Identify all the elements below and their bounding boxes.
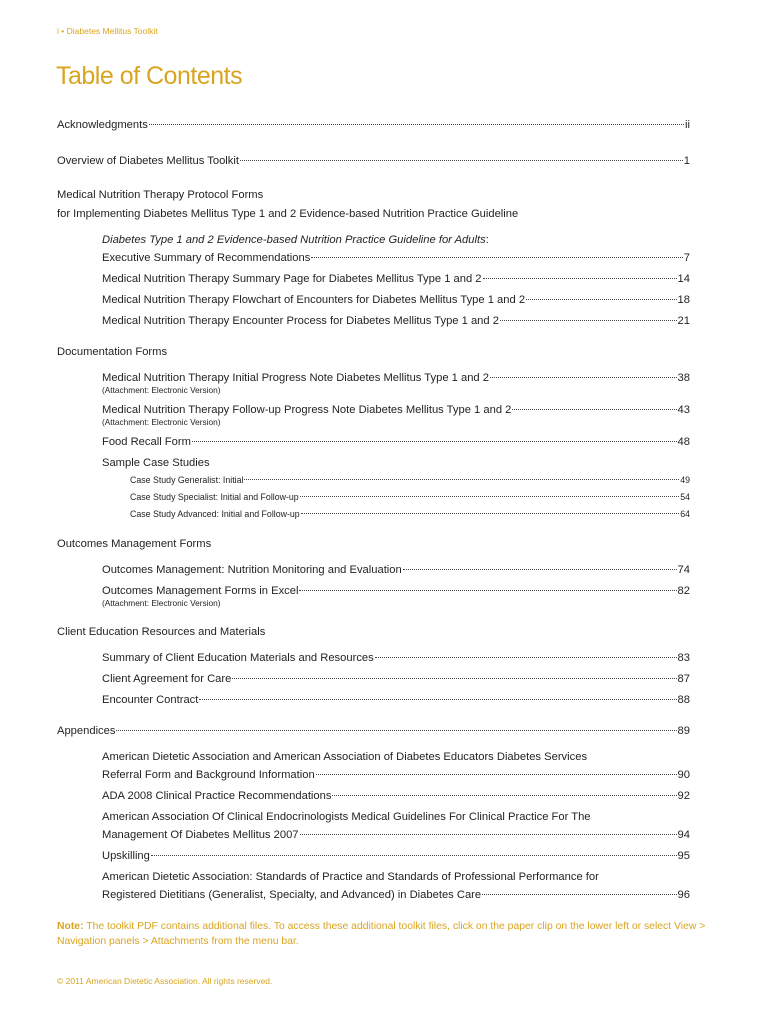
section-heading-client-education: Client Education Resources and Materials (57, 626, 266, 638)
toc-entry-case-specialist[interactable] (130, 491, 690, 503)
dot-leader (316, 774, 677, 775)
toc-entry-page: 14 (677, 273, 690, 285)
toc-entry-title: Client Agreement for Care (102, 673, 232, 685)
toc-entry-page: 83 (677, 652, 690, 664)
toc-entry-page: 54 (680, 492, 690, 502)
toc-entry-title: Outcomes Management Forms in Excel (102, 585, 299, 597)
toc-entry-page: 64 (680, 509, 690, 519)
toc-entry-page: 18 (677, 294, 690, 306)
dot-leader (512, 409, 676, 410)
copyright-footer: © 2011 American Dietetic Association. All rights reserved. (57, 976, 273, 986)
toc-entry-title: Registered Dietitians (Generalist, Specialty, and Advanced) in Diabetes Care (102, 889, 482, 901)
toc-entry-title: Encounter Contract (102, 694, 199, 706)
toc-entry-page: 38 (677, 372, 690, 384)
toc-entry-title: Referral Form and Background Information (102, 769, 315, 781)
toc-entry-title: Summary of Client Education Materials and Resources (102, 652, 374, 664)
toc-entry-case-advanced[interactable] (130, 508, 690, 520)
toc-entry-mnt-summary-page[interactable] (102, 272, 690, 287)
toc-entry-page: 94 (677, 829, 690, 841)
toc-entry-mnt-flowchart[interactable] (102, 293, 690, 308)
toc-entry-initial-progress-note[interactable] (102, 371, 690, 386)
section-heading-mnt-protocol: Medical Nutrition Therapy Protocol Forms (57, 189, 264, 201)
toc-entry-title: Case Study Generalist: Initial (130, 475, 244, 485)
dot-leader (244, 479, 679, 480)
dot-leader (116, 730, 676, 731)
header-separator: • (61, 26, 65, 36)
toc-entry-title: Case Study Specialist: Initial and Follow-up (130, 492, 299, 502)
toc-entry-title: Medical Nutrition Therapy Encounter Process for Diabetes Mellitus Type 1 and 2 (102, 315, 499, 327)
section-heading-outcomes: Outcomes Management Forms (57, 538, 212, 550)
appendix-entry-line1: American Association Of Clinical Endocrinologists Medical Guidelines For Clinical Practice For The (102, 811, 591, 823)
subheading-sample-case-studies: Sample Case Studies (102, 457, 210, 469)
dot-leader (232, 678, 676, 679)
dot-leader (332, 795, 676, 796)
toc-entry-page: 74 (677, 564, 690, 576)
toc-entry-title: Acknowledgments (57, 119, 148, 131)
toc-entry-diabetes-services-referral[interactable] (102, 768, 690, 783)
toc-entry-page: 89 (677, 725, 690, 737)
toc-entry-page: 92 (677, 790, 690, 802)
attachment-note: (Attachment: Electronic Version) (102, 417, 221, 427)
table-of-contents (57, 118, 690, 903)
toc-entry-page: 1 (683, 155, 690, 167)
attachment-note: (Attachment: Electronic Version) (102, 598, 221, 608)
guideline-subheading-colon: : (485, 234, 489, 246)
toc-entry-standards-of-practice[interactable] (102, 888, 690, 903)
toc-entry-case-generalist[interactable] (130, 474, 690, 486)
attachments-note (57, 919, 712, 949)
note-label: Note: (57, 921, 84, 932)
section-heading-mnt-protocol-line2: for Implementing Diabetes Mellitus Type 1 and 2 Evidence-based Nutrition Practice Guideline (57, 208, 519, 220)
dot-leader (199, 699, 676, 700)
running-header (57, 26, 158, 36)
toc-entry-client-agreement[interactable] (102, 672, 690, 687)
attachment-note: (Attachment: Electronic Version) (102, 385, 221, 395)
section-heading-documentation: Documentation Forms (57, 346, 168, 358)
toc-entry-page: 21 (677, 315, 690, 327)
toc-entry-title: Appendices (57, 725, 116, 737)
toc-entry-page: 96 (677, 889, 690, 901)
toc-entry-followup-progress-note[interactable] (102, 403, 690, 418)
toc-entry-encounter-contract[interactable] (102, 693, 690, 708)
toc-entry-food-recall-form[interactable] (102, 435, 690, 450)
page-title: Table of Contents (56, 62, 243, 90)
toc-entry-outcomes-excel[interactable] (102, 584, 690, 599)
toc-entry-title: ADA 2008 Clinical Practice Recommendations (102, 790, 332, 802)
toc-entry-page: 95 (677, 850, 690, 862)
dot-leader (483, 278, 677, 279)
toc-entry-appendices[interactable] (57, 724, 690, 739)
toc-entry-ada-2008-recommendations[interactable] (102, 789, 690, 804)
toc-entry-title: Upskilling (102, 850, 150, 862)
dot-leader (311, 257, 682, 258)
toc-entry-executive-summary[interactable] (102, 251, 690, 266)
toc-entry-title: Medical Nutrition Therapy Follow-up Progress Note Diabetes Mellitus Type 1 and 2 (102, 404, 512, 416)
toc-entry-client-summary[interactable] (102, 651, 690, 666)
dot-leader (526, 299, 676, 300)
guideline-subheading (102, 233, 690, 248)
toc-entry-title: Food Recall Form (102, 436, 191, 448)
toc-entry-page: 49 (680, 475, 690, 485)
dot-leader (300, 834, 677, 835)
dot-leader (300, 496, 680, 497)
toc-entry-mnt-encounter-process[interactable] (102, 314, 690, 329)
toc-entry-title: Medical Nutrition Therapy Initial Progress Note Diabetes Mellitus Type 1 and 2 (102, 372, 489, 384)
toc-entry-page: 43 (677, 404, 690, 416)
toc-entry-title: Overview of Diabetes Mellitus Toolkit (57, 155, 239, 167)
toc-entry-page: 90 (677, 769, 690, 781)
dot-leader (403, 569, 677, 570)
dot-leader (149, 124, 684, 125)
dot-leader (151, 855, 677, 856)
dot-leader (240, 160, 683, 161)
dot-leader (500, 320, 677, 321)
toc-entry-upskilling[interactable] (102, 849, 690, 864)
toc-entry-title: Management Of Diabetes Mellitus 2007 (102, 829, 299, 841)
dot-leader (490, 377, 677, 378)
dot-leader (299, 590, 676, 591)
toc-entry-title: Medical Nutrition Therapy Summary Page for Diabetes Mellitus Type 1 and 2 (102, 273, 482, 285)
dot-leader (192, 441, 677, 442)
toc-entry-overview[interactable] (57, 154, 690, 169)
toc-entry-outcomes-monitoring[interactable] (102, 563, 690, 578)
header-page-number: i (57, 26, 59, 36)
toc-entry-page: 88 (677, 694, 690, 706)
toc-entry-acknowledgments[interactable] (57, 118, 690, 133)
toc-entry-title: Executive Summary of Recommendations (102, 252, 311, 264)
toc-entry-page: 7 (683, 252, 690, 264)
toc-entry-aace-guidelines[interactable] (102, 828, 690, 843)
note-text: The toolkit PDF contains additional files. To access these additional toolkit files, click on the paper clip on the lower left or select View > Navigation panels > Attachments from the menu bar. (57, 921, 706, 947)
appendix-entry-line1: American Dietetic Association: Standards of Practice and Standards of Professional Performance for (102, 871, 599, 883)
dot-leader (301, 513, 680, 514)
toc-entry-title: Case Study Advanced: Initial and Follow-up (130, 509, 300, 519)
dot-leader (482, 894, 676, 895)
guideline-subheading-title: Diabetes Type 1 and 2 Evidence-based Nutrition Practice Guideline for Adults (102, 234, 486, 246)
toc-entry-page: 48 (677, 436, 690, 448)
dot-leader (375, 657, 677, 658)
toc-entry-page: 82 (677, 585, 690, 597)
toc-entry-page: ii (685, 119, 690, 131)
toc-entry-title: Medical Nutrition Therapy Flowchart of Encounters for Diabetes Mellitus Type 1 and 2 (102, 294, 526, 306)
appendix-entry-line1: American Dietetic Association and American Association of Diabetes Educators Diabetes Services (102, 751, 588, 763)
toc-entry-page: 87 (677, 673, 690, 685)
header-title: Diabetes Mellitus Toolkit (66, 26, 158, 36)
toc-entry-title: Outcomes Management: Nutrition Monitoring and Evaluation (102, 564, 402, 576)
